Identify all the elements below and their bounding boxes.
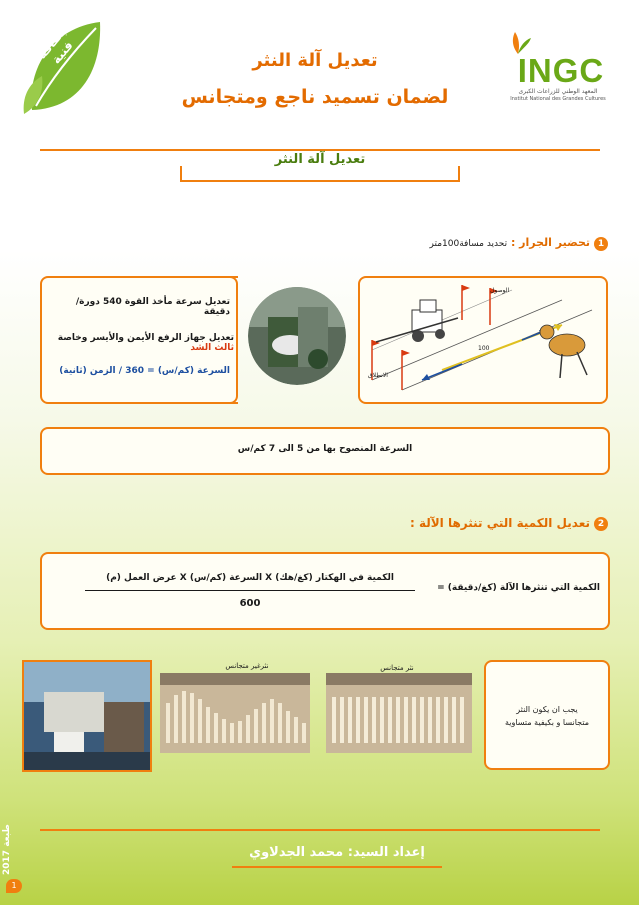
uniform-spread-photo: [326, 673, 472, 753]
page-subtitle: لضمان تسميد ناجع ومتجانس: [181, 86, 449, 108]
uniform-label: نثر متجانس: [380, 664, 414, 672]
pto-adjust-photo: [248, 287, 346, 385]
start-label: الانطلاق: [368, 372, 388, 379]
step-2-title: تعديل الكمية التي تنثرها الآلة :: [409, 516, 590, 530]
footer-divider: [40, 829, 600, 831]
ingc-logo: INGC: [517, 52, 605, 89]
edition-label: طبعة 2017: [2, 824, 12, 876]
non-uniform-spread-photo: [160, 673, 310, 753]
page-number: 1: [6, 879, 22, 893]
tab-border-bottom: [180, 180, 460, 182]
speed-formula-text: [50, 366, 230, 376]
header-divider: [40, 149, 600, 151]
section-title: تعديل آلة النثر: [274, 152, 366, 167]
formula-denominator: 600: [239, 598, 261, 609]
non-uniform-label: نثرغير متجانس: [225, 662, 269, 670]
uniform-note-line2: متجانسا و بكيفية متساوية: [504, 718, 590, 727]
step-2-badge: 2: [594, 517, 608, 531]
third-point-highlight: ثالث الشد: [190, 343, 234, 353]
author-credit: إعداد السيد: محمد الجدلاوي: [249, 845, 425, 860]
speed-formula-prefix: السرعة (كم/س) =: [147, 366, 230, 376]
step-1-heading: [380, 236, 590, 249]
logo-french-name: Institut National des Grandes Cultures: [510, 96, 606, 102]
speed-formula-value: 360: [125, 366, 144, 376]
lift-adjust-text: [44, 333, 234, 353]
page-title: تعديل آلة النثر: [252, 50, 378, 71]
author-underline: [232, 866, 442, 868]
recommended-speed-text: السرعة المنصوح بها من 5 الى 7 كم/س: [237, 444, 413, 454]
lift-adjust-prefix: تعديل جهاز الرفع الأيمن والأيسر وخاصة: [57, 333, 234, 343]
step-1-badge: 1: [594, 237, 608, 251]
tractor-distance-diagram: [362, 280, 604, 400]
uniform-note-line1: يجب ان يكون النثر: [516, 705, 578, 714]
formula-fraction-line: [85, 590, 415, 591]
technical-card-badge: بطاقة فنية: [34, 25, 76, 67]
arrival-label: الوصول: [490, 287, 510, 294]
pto-speed-text: تعديل سرعة مأخذ القوة 540 دورة/دقيقة: [75, 297, 230, 317]
formula-numerator: الكمية في الهكتار (كغ/هك) X السرعة (كم/س) X عرض العمل (م): [106, 573, 394, 583]
uniform-note-box: [484, 660, 610, 770]
formula-left-side: الكمية التي تنثرها الآلة (كغ/دقيقة) =: [437, 583, 600, 593]
step-1-subtitle: تحديد مسافة100متر: [429, 239, 508, 249]
step-1-title: تحضير الجرار :: [510, 236, 590, 249]
distance-label: 100: [478, 345, 490, 352]
speed-formula-suffix: / الزمن (ثانية): [59, 366, 123, 376]
logo-arabic-name: المعهد الوطني للزراعات الكبرى: [518, 88, 598, 95]
spreader-photo-frame: [22, 660, 152, 772]
